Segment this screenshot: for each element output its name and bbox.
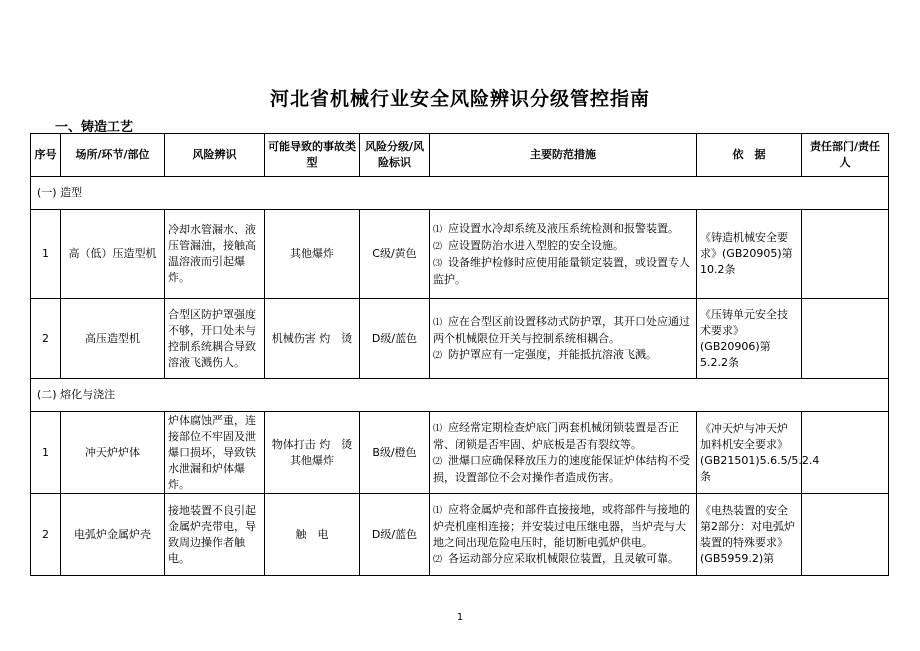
cell-accident: 其他爆炸 <box>265 210 360 299</box>
cell-accident: 机械伤害 灼 烫 <box>265 299 360 379</box>
header-measures: 主要防范措施 <box>430 134 697 177</box>
header-basis: 依 据 <box>697 134 802 177</box>
page-number: 1 <box>456 612 464 623</box>
group-label: (二) 熔化与浇注 <box>31 379 889 412</box>
cell-risk: 炉体腐蚀严重，连接部位不牢固及泄爆口损坏，导致铁水泄漏和炉体爆炸。 <box>165 412 265 494</box>
measure-text: 防护罩应有一定强度，并能抵抗溶液飞溅。 <box>448 347 658 361</box>
cell-risk: 合型区防护罩强度不够，开口处未与控制系统耦合导致溶液飞溅伤人。 <box>165 299 265 379</box>
group-label: (一) 造型 <box>31 177 889 210</box>
cell-risk: 冷却水管漏水、液压管漏油，接触高温溶液而引起爆炸。 <box>165 210 265 299</box>
cell-resp <box>802 412 889 494</box>
measure-item <box>433 221 693 238</box>
cell-seq: 2 <box>31 299 61 379</box>
measure-text: 各运动部分应采取机械限位装置，且灵敏可靠。 <box>448 551 680 565</box>
cell-measures <box>430 299 697 379</box>
measure-item <box>433 502 693 551</box>
measure-item <box>433 453 693 486</box>
cell-resp <box>802 494 889 576</box>
cell-accident: 触 电 <box>265 494 360 576</box>
cell-accident: 物体打击 灼 烫 其他爆炸 <box>265 412 360 494</box>
header-level: 风险分级/风险标识 <box>360 134 430 177</box>
cell-place: 冲天炉炉体 <box>61 412 165 494</box>
group-row <box>31 177 889 210</box>
cell-risk: 接地装置不良引起金属炉壳带电，导致周边操作者触电。 <box>165 494 265 576</box>
measure-text: 泄爆口应确保释放压力的速度能保证炉体结构不受损，设置部位不会对操作者造成伤害。 <box>433 453 691 484</box>
header-seq: 序号 <box>31 134 61 177</box>
cell-basis: 《铸造机械安全要求》(GB20905)第10.2条 <box>697 210 802 299</box>
cell-seq: 2 <box>31 494 61 576</box>
measure-item <box>433 551 693 568</box>
measure-item <box>433 255 693 288</box>
measure-number: ⑵ <box>433 350 443 361</box>
table-row <box>31 494 889 576</box>
measure-number: ⑶ <box>433 258 443 269</box>
table-row <box>31 210 889 299</box>
cell-basis: 《电热装置的安全第2部分：对电弧炉装置的特殊要求》(GB5959.2)第 <box>697 494 802 576</box>
measure-number: ⑵ <box>433 554 443 565</box>
cell-level: D级/蓝色 <box>360 299 430 379</box>
cell-measures <box>430 210 697 299</box>
cell-seq: 1 <box>31 210 61 299</box>
measure-text: 应设置防治水进入型腔的安全设施。 <box>448 238 625 252</box>
measure-text: 应经常定期检查炉底门两套机械闭锁装置是否正常、闭锁是否牢固、炉底板是否有裂纹等。 <box>433 420 680 451</box>
measure-text: 设备维护检修时应使用能量锁定装置，或设置专人监护。 <box>433 255 691 286</box>
cell-place: 高（低）压造型机 <box>61 210 165 299</box>
cell-measures <box>430 494 697 576</box>
cell-place: 电弧炉金属炉壳 <box>61 494 165 576</box>
header-row <box>31 134 889 177</box>
measure-number: ⑴ <box>433 505 443 516</box>
cell-level: D级/蓝色 <box>360 494 430 576</box>
cell-seq: 1 <box>31 412 61 494</box>
cell-basis: 《冲天炉与冲天炉加料机安全要求》(GB21501)5.6.5/5.2.4条 <box>697 412 802 494</box>
cell-resp <box>802 210 889 299</box>
group-row <box>31 379 889 412</box>
measure-text: 应设置水冷却系统及液压系统检测和报警装置。 <box>448 221 680 235</box>
measure-text: 应将金属炉壳和部件直接接地，或将部件与接地的炉壳机座相连接；并安装过电压继电器，当炉壳与大地之间出现危险电压时，能切断电弧炉供电。 <box>433 502 691 549</box>
header-place: 场所/环节/部位 <box>61 134 165 177</box>
measure-item <box>433 314 693 347</box>
measure-number: ⑴ <box>433 224 443 235</box>
cell-measures <box>430 412 697 494</box>
cell-basis: 《压铸单元安全技术要求》(GB20906)第5.2.2条 <box>697 299 802 379</box>
cell-place: 高压造型机 <box>61 299 165 379</box>
measure-number: ⑵ <box>433 456 443 467</box>
measure-number: ⑴ <box>433 423 443 434</box>
header-risk: 风险辨识 <box>165 134 265 177</box>
table-row <box>31 299 889 379</box>
table-row <box>31 412 889 494</box>
measure-number: ⑵ <box>433 241 443 252</box>
cell-resp <box>802 299 889 379</box>
measure-item <box>433 420 693 453</box>
section-heading: 一、铸造工艺 <box>55 120 134 135</box>
cell-level: B级/橙色 <box>360 412 430 494</box>
measure-item <box>433 347 693 364</box>
header-accident: 可能导致的事故类型 <box>265 134 360 177</box>
measure-number: ⑴ <box>433 317 443 328</box>
header-resp: 责任部门/责任人 <box>802 134 889 177</box>
risk-table <box>30 133 889 576</box>
measure-item <box>433 238 693 255</box>
document-title: 河北省机械行业安全风险辨识分级管控指南 <box>269 88 650 110</box>
measure-text: 应在合型区前设置移动式防护罩，其开口处应通过两个机械限位开关与控制系统相耦合。 <box>433 314 691 345</box>
cell-level: C级/黄色 <box>360 210 430 299</box>
